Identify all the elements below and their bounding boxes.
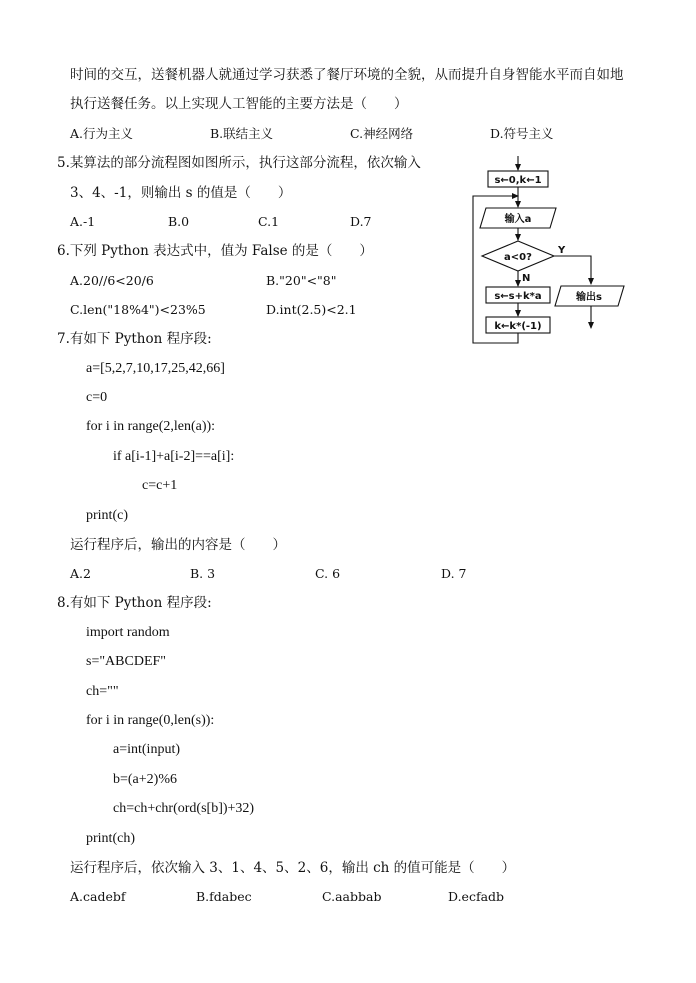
flow-yes-label: Y bbox=[558, 245, 566, 256]
flow-output-label: 输出s bbox=[576, 292, 602, 303]
q8-option-b: B.fdabec bbox=[196, 889, 252, 904]
q6-stem: 6.下列 Python 表达式中，值为 False 的是（ ） bbox=[57, 243, 373, 259]
q7-code-line: if a[i-1]+a[i-2]==a[i]: bbox=[113, 449, 235, 464]
q8-code-line: b=(a+2)%6 bbox=[113, 772, 177, 787]
q7-prompt: 运行程序后，输出的内容是（ ） bbox=[70, 537, 286, 553]
flow-no-label: N bbox=[522, 273, 531, 284]
q5-option-d: D.7 bbox=[350, 214, 372, 229]
q6-option-c: C.len("18%4")<23%5 bbox=[70, 302, 206, 317]
q6-option-b: B."20"<"8" bbox=[266, 273, 337, 288]
flow-input-label: 输入a bbox=[504, 214, 532, 225]
q7-code-line: a=[5,2,7,10,17,25,42,66] bbox=[86, 361, 225, 376]
q8-stem: 8.有如下 Python 程序段: bbox=[57, 595, 212, 611]
q5-option-c: C.1 bbox=[258, 214, 280, 229]
q7-option-a: A.2 bbox=[70, 566, 91, 581]
flow-arrow-yes bbox=[554, 256, 591, 284]
q8-code-line: ch="" bbox=[86, 684, 119, 699]
q5-option-b: B.0 bbox=[168, 214, 190, 229]
q4-option-b: B.联结主义 bbox=[210, 126, 274, 141]
flow-update-k-label: k←k*(-1) bbox=[494, 321, 542, 332]
flow-update-s-label: s←s+k*a bbox=[494, 291, 542, 302]
q7-option-b: B. 3 bbox=[190, 566, 216, 581]
q8-code-line: ch=ch+chr(ord(s[b])+32) bbox=[113, 801, 255, 816]
q7-option-d: D. 7 bbox=[441, 566, 467, 581]
q7-option-c: C. 6 bbox=[315, 566, 341, 581]
flow-condition-label: a<0? bbox=[504, 252, 532, 263]
q7-code-line: c=0 bbox=[86, 390, 108, 405]
q7-code-line: c=c+1 bbox=[142, 478, 178, 493]
q7-code-line: for i in range(2,len(a)): bbox=[86, 419, 216, 434]
q6-option-d: D.int(2.5)<2.1 bbox=[266, 302, 357, 317]
q8-code-line: s="ABCDEF" bbox=[86, 654, 167, 669]
q5-stem-line2: 3、4、-1，则输出 s 的值是（ ） bbox=[70, 185, 292, 201]
q8-prompt: 运行程序后，依次输入 3、1、4、5、2、6，输出 ch 的值可能是（ ） bbox=[70, 860, 516, 876]
q5-stem-line1: 5.某算法的部分流程图如图所示，执行这部分流程，依次输入 bbox=[57, 155, 421, 171]
q4-option-d: D.符号主义 bbox=[490, 126, 554, 141]
q8-code-line: print(ch) bbox=[86, 831, 135, 846]
q8-option-a: A.cadebf bbox=[70, 889, 126, 904]
q8-code-line: import random bbox=[86, 625, 170, 640]
q4-stem-line1: 时间的交互，送餐机器人就通过学习获悉了餐厅环境的全貌，从而提升自身智能水平而自如地 bbox=[70, 67, 624, 83]
q5-option-a: A.-1 bbox=[70, 214, 96, 229]
flowchart-diagram bbox=[468, 156, 633, 351]
q8-option-d: D.ecfadb bbox=[448, 889, 505, 904]
q8-code-line: a=int(input) bbox=[113, 742, 180, 757]
q4-stem-line2: 执行送餐任务。以上实现人工智能的主要方法是（ ） bbox=[70, 96, 408, 112]
q7-code-line: print(c) bbox=[86, 508, 128, 523]
q8-option-c: C.aabbab bbox=[322, 889, 382, 904]
q7-stem: 7.有如下 Python 程序段: bbox=[57, 331, 212, 347]
flow-init-label: s←0,k←1 bbox=[494, 175, 542, 186]
q6-option-a: A.20//6<20/6 bbox=[70, 273, 154, 288]
q4-option-c: C.神经网络 bbox=[350, 126, 414, 141]
q4-option-a: A.行为主义 bbox=[70, 126, 134, 141]
q8-code-line: for i in range(0,len(s)): bbox=[86, 713, 215, 728]
